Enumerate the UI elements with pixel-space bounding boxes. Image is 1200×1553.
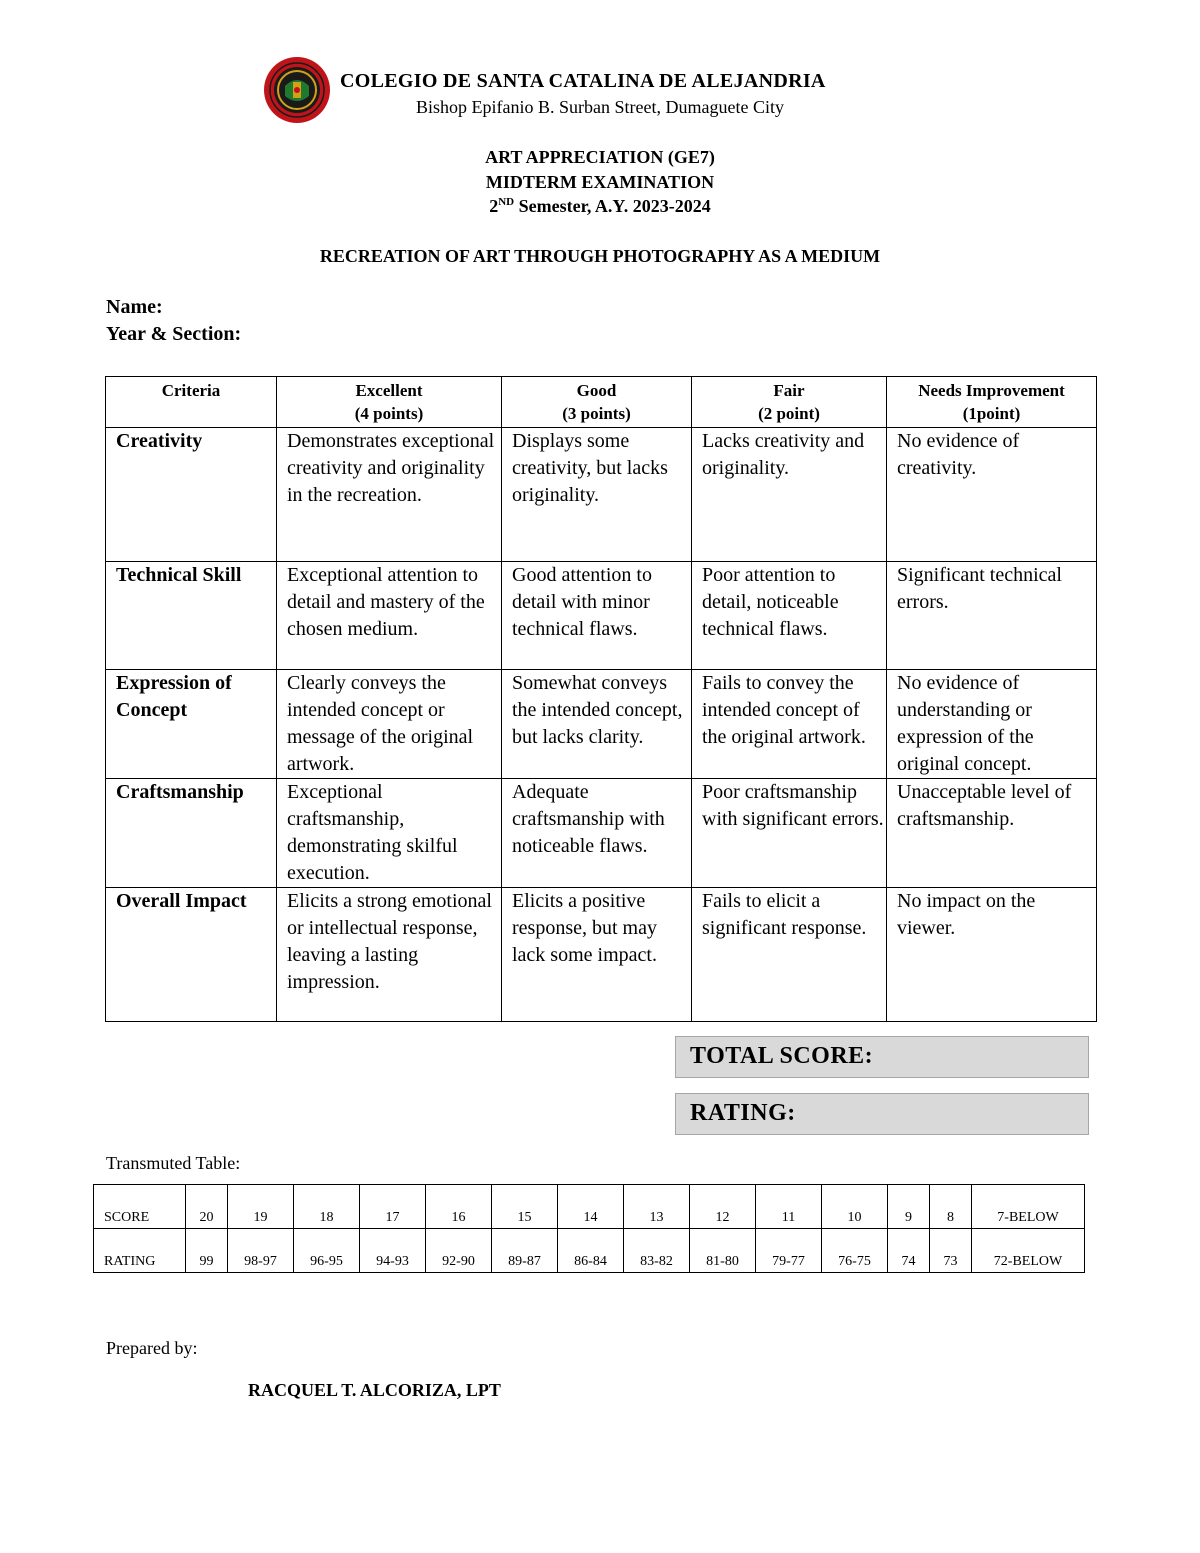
rubric-header-cell: [887, 377, 1097, 428]
rating-cell: 72-BELOW: [972, 1229, 1085, 1273]
rubric-row: [106, 562, 1097, 670]
rubric-cell: Elicits a strong emotional or intellectual response, leaving a lasting impression.: [277, 888, 502, 1022]
rating-cell: 83-82: [624, 1229, 690, 1273]
rubric-header-points: (3 points): [562, 404, 631, 423]
preparer-name: RACQUEL T. ALCORIZA, LPT: [248, 1380, 501, 1400]
rubric-row: [106, 779, 1097, 888]
criterion-cell: Overall Impact: [106, 888, 277, 1022]
rating-row-label: RATING: [94, 1229, 186, 1273]
rating-cell: 74: [888, 1229, 930, 1273]
activity-title: RECREATION OF ART THROUGH PHOTOGRAPHY AS A MEDIUM: [319, 246, 881, 266]
rubric-header-points: (4 points): [354, 404, 424, 423]
rubric-cell: Exceptional craftsmanship, demonstrating skilful execution.: [277, 779, 502, 888]
prepared-by-label: Prepared by:: [106, 1338, 198, 1358]
rubric-cell: Poor craftsmanship with significant errors.: [692, 779, 887, 888]
rating-cell: 96-95: [294, 1229, 360, 1273]
score-cell: 15: [492, 1185, 558, 1229]
name-label: Name:: [106, 296, 163, 318]
score-cell: 18: [294, 1185, 360, 1229]
score-cell: 7-BELOW: [972, 1185, 1085, 1229]
score-cell: 13: [624, 1185, 690, 1229]
score-cell: 14: [558, 1185, 624, 1229]
semester-text: Semester, A.Y. 2023-2024: [514, 196, 711, 216]
rubric-cell: Fails to elicit a significant response.: [692, 888, 887, 1022]
rubric-cell: Fails to convey the intended concept of the original artwork.: [692, 670, 887, 779]
rubric-cell: Exceptional attention to detail and mastery of the chosen medium.: [277, 562, 502, 670]
criterion-cell: Technical Skill: [106, 562, 277, 670]
rubric-cell: Lacks creativity and originality.: [692, 428, 887, 562]
rating-cell: 89-87: [492, 1229, 558, 1273]
rating-box[interactable]: RATING:: [675, 1093, 1089, 1135]
rubric-header-cell: [106, 377, 277, 428]
score-row-label: SCORE: [94, 1185, 186, 1229]
rating-cell: 79-77: [756, 1229, 822, 1273]
course-title: ART APPRECIATION (GE7): [485, 147, 715, 167]
rating-row: [94, 1229, 1085, 1273]
rating-cell: 73: [930, 1229, 972, 1273]
rubric-header-title: Fair: [773, 381, 805, 400]
score-cell: 20: [186, 1185, 228, 1229]
score-cell: 10: [822, 1185, 888, 1229]
rubric-header-points: (2 point): [758, 404, 820, 423]
rating-cell: 76-75: [822, 1229, 888, 1273]
rubric-header-row: [106, 377, 1097, 428]
rubric-cell: No evidence of understanding or expression of the original concept.: [887, 670, 1097, 779]
rubric-cell: No evidence of creativity.: [887, 428, 1097, 562]
criterion-cell: Creativity: [106, 428, 277, 562]
semester-ordinal: ND: [498, 196, 515, 208]
score-cell: 11: [756, 1185, 822, 1229]
rubric-header-cell: [692, 377, 887, 428]
rubric-cell: Somewhat conveys the intended concept, but lacks clarity.: [502, 670, 692, 779]
rating-cell: 98-97: [228, 1229, 294, 1273]
score-cell: 8: [930, 1185, 972, 1229]
rubric-row: [106, 428, 1097, 562]
exam-title: MIDTERM EXAMINATION: [485, 172, 715, 192]
rubric-cell: Elicits a positive response, but may lack some impact.: [502, 888, 692, 1022]
score-cell: 16: [426, 1185, 492, 1229]
rubric-cell: Displays some creativity, but lacks originality.: [502, 428, 692, 562]
school-name: COLEGIO DE SANTA CATALINA DE ALEJANDRIA: [340, 70, 826, 92]
transmuted-table: [93, 1184, 1085, 1273]
rubric-row: [106, 888, 1097, 1022]
rubric-cell: Unacceptable level of craftsmanship.: [887, 779, 1097, 888]
semester-line: [0, 196, 1200, 217]
school-address: Bishop Epifanio B. Surban Street, Dumaguete City: [416, 97, 784, 117]
rating-cell: 94-93: [360, 1229, 426, 1273]
rubric-header-cell: [502, 377, 692, 428]
rubric-table: [105, 376, 1097, 1022]
rating-cell: 81-80: [690, 1229, 756, 1273]
rubric-header-title: Excellent: [355, 381, 423, 400]
score-cell: 17: [360, 1185, 426, 1229]
rubric-cell: Poor attention to detail, noticeable technical flaws.: [692, 562, 887, 670]
rating-cell: 86-84: [558, 1229, 624, 1273]
rubric-header-cell: [277, 377, 502, 428]
rubric-cell: No impact on the viewer.: [887, 888, 1097, 1022]
rubric-cell: Good attention to detail with minor technical flaws.: [502, 562, 692, 670]
rubric-header-title: Good: [576, 381, 617, 400]
rubric-header-title: Criteria: [161, 381, 221, 400]
rubric-cell: Clearly conveys the intended concept or message of the original artwork.: [277, 670, 502, 779]
score-cell: 9: [888, 1185, 930, 1229]
semester-number: 2: [489, 196, 499, 216]
rubric-cell: Significant technical errors.: [887, 562, 1097, 670]
score-cell: 12: [690, 1185, 756, 1229]
score-cell: 19: [228, 1185, 294, 1229]
year-section-label: Year & Section:: [106, 323, 242, 345]
transmuted-table-label: Transmuted Table:: [106, 1153, 241, 1173]
rubric-cell: Adequate craftsmanship with noticeable flaws.: [502, 779, 692, 888]
rubric-row: [106, 670, 1097, 779]
criterion-cell: Craftsmanship: [106, 779, 277, 888]
rating-cell: 99: [186, 1229, 228, 1273]
rating-cell: 92-90: [426, 1229, 492, 1273]
criterion-cell: Expression of Concept: [106, 670, 277, 779]
rubric-header-title: Needs Improvement: [918, 381, 1065, 400]
rubric-header-points: (1point): [962, 404, 1021, 423]
score-row: [94, 1185, 1085, 1229]
total-score-box[interactable]: TOTAL SCORE:: [675, 1036, 1089, 1078]
rubric-cell: Demonstrates exceptional creativity and originality in the recreation.: [277, 428, 502, 562]
